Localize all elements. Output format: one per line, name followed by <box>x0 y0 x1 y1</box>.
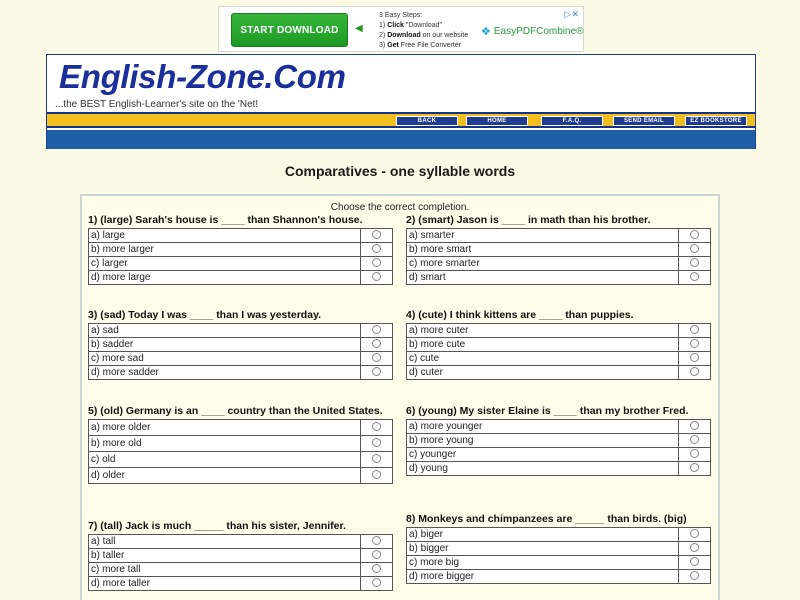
nav-home-button[interactable]: HOME <box>466 116 528 126</box>
option-row[interactable] <box>89 452 393 468</box>
options-table <box>406 228 711 285</box>
question-7 <box>88 520 398 591</box>
options-table <box>88 534 393 591</box>
option-label: d) more large <box>89 271 361 285</box>
option-label: a) biger <box>407 528 679 542</box>
question-6 <box>406 405 716 476</box>
option-label: d) smart <box>407 271 679 285</box>
question-text: 2) (smart) Jason is ____ in math than his brother. <box>406 214 651 226</box>
option-row[interactable] <box>89 257 393 271</box>
option-label: d) older <box>89 468 361 484</box>
option-radio[interactable] <box>690 367 699 376</box>
option-row[interactable] <box>89 577 393 591</box>
option-label: b) more old <box>89 436 361 452</box>
question-text: 5) (old) Germany is an ____ country than the United States. <box>88 405 383 417</box>
question-2 <box>406 214 716 285</box>
option-radio[interactable] <box>372 272 381 281</box>
ad-step-1: 1) Click "Download" <box>379 22 442 29</box>
option-row[interactable] <box>407 338 711 352</box>
option-row[interactable] <box>407 434 711 448</box>
option-label: d) more taller <box>89 577 361 591</box>
option-row[interactable] <box>407 542 711 556</box>
option-radio[interactable] <box>372 353 381 362</box>
option-radio[interactable] <box>372 578 381 587</box>
option-radio[interactable] <box>372 325 381 334</box>
nav-send-email-button[interactable]: SEND EMAIL <box>613 116 675 126</box>
option-radio[interactable] <box>372 438 381 447</box>
options-table <box>88 228 393 285</box>
option-label: a) smarter <box>407 229 679 243</box>
question-8 <box>406 513 716 584</box>
option-label: a) large <box>89 229 361 243</box>
option-radio[interactable] <box>690 272 699 281</box>
site-tagline: ...the BEST English-Learner's site on the 'Net! <box>55 99 259 110</box>
quiz-panel <box>80 194 720 600</box>
option-row[interactable] <box>89 563 393 577</box>
start-download-button[interactable]: START DOWNLOAD <box>231 13 348 47</box>
option-label: b) more smart <box>407 243 679 257</box>
option-radio[interactable] <box>690 325 699 334</box>
option-label: b) sadder <box>89 338 361 352</box>
ad-banner[interactable] <box>218 6 584 52</box>
option-label: a) more cuter <box>407 324 679 338</box>
question-5 <box>88 405 398 484</box>
ad-brand-label: EasyPDFCombine® <box>493 26 584 37</box>
option-radio[interactable] <box>372 550 381 559</box>
option-row[interactable] <box>89 420 393 436</box>
question-3 <box>88 309 398 380</box>
option-label: c) more sad <box>89 352 361 366</box>
option-radio[interactable] <box>690 571 699 580</box>
option-radio[interactable] <box>372 367 381 376</box>
page-title: Comparatives - one syllable words <box>284 163 516 179</box>
option-row[interactable] <box>89 243 393 257</box>
option-label: b) taller <box>89 549 361 563</box>
option-label: c) cute <box>407 352 679 366</box>
option-row[interactable] <box>89 271 393 285</box>
option-label: b) more cute <box>407 338 679 352</box>
option-label: c) more big <box>407 556 679 570</box>
options-table <box>88 419 393 484</box>
quiz-instruction: Choose the correct completion. <box>330 202 470 213</box>
question-text: 8) Monkeys and chimpanzees are _____ than birds. (big) <box>406 513 687 525</box>
options-table <box>406 419 711 476</box>
option-row[interactable] <box>89 352 393 366</box>
ad-choices-close-icon[interactable]: ▷✕ <box>564 9 579 19</box>
option-radio[interactable] <box>372 470 381 479</box>
option-radio[interactable] <box>372 454 381 463</box>
nav-bookstore-button[interactable]: EZ BOOKSTORE <box>685 116 747 126</box>
option-label: a) sad <box>89 324 361 338</box>
question-1 <box>88 214 398 285</box>
option-row[interactable] <box>407 556 711 570</box>
option-radio[interactable] <box>690 463 699 472</box>
option-label: c) larger <box>89 257 361 271</box>
option-row[interactable] <box>407 528 711 542</box>
question-text: 1) (large) Sarah's house is ____ than Shannon's house. <box>88 214 363 226</box>
option-label: c) more smarter <box>407 257 679 271</box>
option-label: b) more larger <box>89 243 361 257</box>
option-label: d) young <box>407 462 679 476</box>
option-radio[interactable] <box>690 557 699 566</box>
option-radio[interactable] <box>372 536 381 545</box>
option-radio[interactable] <box>372 339 381 348</box>
option-label: c) more tall <box>89 563 361 577</box>
option-radio[interactable] <box>372 244 381 253</box>
option-label: b) bigger <box>407 542 679 556</box>
question-text: 6) (young) My sister Elaine is ____ than my brother Fred. <box>406 405 689 417</box>
option-row[interactable] <box>89 338 393 352</box>
option-radio[interactable] <box>690 449 699 458</box>
easypdf-logo-icon: ❖ <box>481 26 491 38</box>
option-radio[interactable] <box>690 435 699 444</box>
option-radio[interactable] <box>372 422 381 431</box>
option-row[interactable] <box>89 366 393 380</box>
nav-back-button[interactable]: BACK <box>396 116 458 126</box>
option-row[interactable] <box>407 257 711 271</box>
option-row[interactable] <box>407 243 711 257</box>
option-label: d) more sadder <box>89 366 361 380</box>
question-text: 3) (sad) Today I was ____ than I was yesterday. <box>88 309 322 321</box>
header-bottom-bar <box>47 130 755 149</box>
option-label: c) younger <box>407 448 679 462</box>
ad-steps-title: 3 Easy Steps: <box>379 12 423 19</box>
question-4 <box>406 309 716 380</box>
nav-faq-button[interactable]: F.A.Q. <box>541 116 603 126</box>
ad-brand[interactable] <box>481 25 584 38</box>
option-row[interactable] <box>407 352 711 366</box>
option-radio[interactable] <box>690 353 699 362</box>
option-label: a) more younger <box>407 420 679 434</box>
option-label: a) tall <box>89 535 361 549</box>
option-radio[interactable] <box>372 230 381 239</box>
option-row[interactable] <box>407 448 711 462</box>
option-label: c) old <box>89 452 361 468</box>
ad-step-3: 3) Get Free File Converter <box>379 42 462 49</box>
option-row[interactable] <box>89 549 393 563</box>
option-label: d) cuter <box>407 366 679 380</box>
question-text: 4) (cute) I think kittens are ____ than puppies. <box>406 309 634 321</box>
option-label: d) more bigger <box>407 570 679 584</box>
option-label: b) more young <box>407 434 679 448</box>
site-header <box>46 54 756 149</box>
option-row[interactable] <box>407 271 711 285</box>
option-row[interactable] <box>407 570 711 584</box>
option-radio[interactable] <box>690 543 699 552</box>
option-row[interactable] <box>407 462 711 476</box>
option-row[interactable] <box>89 229 393 243</box>
option-radio[interactable] <box>690 421 699 430</box>
option-row[interactable] <box>407 229 711 243</box>
option-row[interactable] <box>89 324 393 338</box>
option-row[interactable] <box>89 468 393 484</box>
option-row[interactable] <box>407 366 711 380</box>
option-radio[interactable] <box>690 244 699 253</box>
ad-steps <box>379 11 468 51</box>
nav-bar <box>47 112 755 128</box>
option-radio[interactable] <box>690 339 699 348</box>
option-radio[interactable] <box>372 564 381 573</box>
option-label: a) more older <box>89 420 361 436</box>
option-row[interactable] <box>407 420 711 434</box>
option-row[interactable] <box>89 436 393 452</box>
options-table <box>406 527 711 584</box>
site-title[interactable]: English-Zone.Com <box>59 58 346 95</box>
play-arrow-icon: ◀ <box>355 23 363 34</box>
options-table <box>88 323 393 380</box>
option-row[interactable] <box>407 324 711 338</box>
option-radio[interactable] <box>690 529 699 538</box>
ad-step-2: 2) Download on our website <box>379 32 469 39</box>
option-radio[interactable] <box>690 258 699 267</box>
option-radio[interactable] <box>690 230 699 239</box>
option-radio[interactable] <box>372 258 381 267</box>
question-text: 7) (tall) Jack is much _____ than his sister, Jennifer. <box>88 520 346 532</box>
options-table <box>406 323 711 380</box>
option-row[interactable] <box>89 535 393 549</box>
